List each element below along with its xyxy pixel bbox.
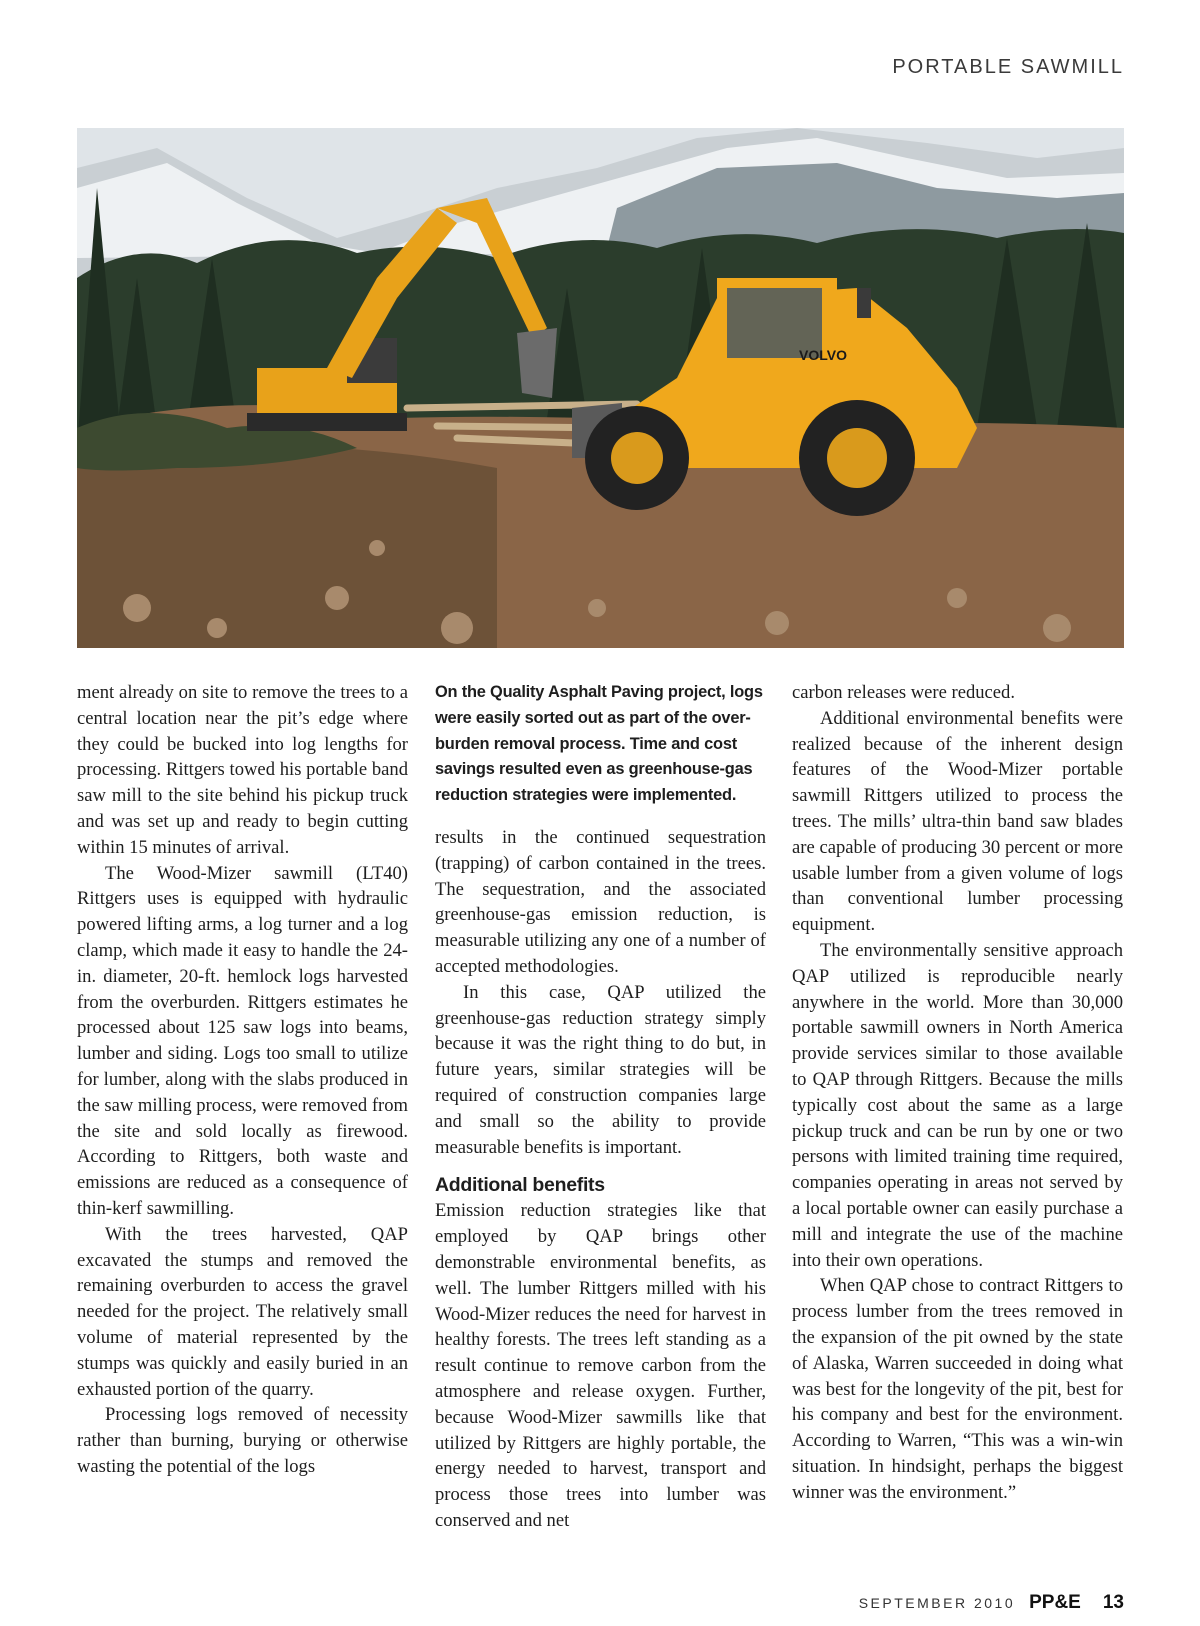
- body-paragraph: In this case, QAP utilized the greenhouse-gas reduction strategy simply because it was the right thing to do but, in future years, similar strategies will be required of construction companies large and small so the ability to provide measurable benefits is important.: [435, 981, 766, 1158]
- body-paragraph: Emission reduction strategies like that employed by QAP brings other demonstrable environmental benefits, as well. The lumber Rittgers milled with his Wood-Mizer reduces the need for harvest in healthy forests. The trees left standing as a result continue to remove carbon from the atmosphere and release oxygen. Further, because Wood-Mizer sawmills like that utilized by Rittgers are highly portable, the energy needed to harvest, transport and process those trees into lumber was conserved and net: [435, 1200, 766, 1531]
- issue-date: SEPTEMBER 2010: [858, 1595, 1016, 1611]
- magazine-logo: PP&E: [1029, 1592, 1081, 1613]
- body-paragraph: results in the continued sequestration (trapping) of carbon contained in the trees. The sequestration, and the associated greenhouse-gas emission reduction, is measurable utilizing any one of a number of accepted methodologies.: [435, 826, 766, 977]
- svg-text:VOLVO: VOLVO: [799, 347, 847, 363]
- column-2: [435, 680, 766, 1534]
- section-label: PORTABLE SAWMILL: [892, 56, 1124, 78]
- construction-photo: [77, 128, 1124, 648]
- body-paragraph: The environmentally sensitive approach QAP utilized is reproducible nearly anywhere in the world. More than 30,000 portable sawmill owners in North America provide services similar to those available to QAP through Rittgers. Because the mills typically cost about the same as a large pickup truck and can be run by one or two persons with limited training time required, companies operating in areas not served by a local portable owner can easily purchase a mill and integrate the use of the machine into their own operations.: [792, 939, 1123, 1271]
- body-paragraph: Processing logs removed of necessity rather than burning, burying or otherwise wasting the potential of the logs: [77, 1404, 408, 1477]
- subheading: Additional benefits: [435, 1174, 605, 1197]
- body-paragraph: With the trees harvested, QAP excavated the stumps and removed the remaining overburden to access the gravel needed for the project. The relatively small volume of material represented by the stumps was quickly and easily buried in an exhausted portion of the quarry.: [77, 1223, 408, 1400]
- page-number: 13: [1102, 1592, 1124, 1613]
- body-paragraph: carbon releases were reduced.: [792, 682, 1015, 703]
- column-1: [77, 680, 408, 1480]
- page-footer: [859, 1592, 1124, 1614]
- body-paragraph: Additional environmental benefits were realized because of the inherent design features of the Wood-Mizer portable sawmill Rittgers utilized to process the trees. The mills’ ultra-thin band saw blades are capable of producing 30 percent or more usable lumber from a given volume of logs than conventional lumber processing equipment.: [792, 707, 1123, 936]
- photo-caption: On the Quality Asphalt Paving project, logs were easily sorted out as part of the over-burden removal process. Time and cost savings resulted even as greenhouse-gas reduction strategies were implemented.: [435, 683, 763, 805]
- body-paragraph: The Wood-Mizer sawmill (LT40) Rittgers uses is equipped with hydraulic powered lifting arms, a log turner and a log clamp, which made it easy to handle the 24-in. diameter, 20-ft. hemlock logs harvested from the overburden. Rittgers estimates he processed about 125 saw logs into beams, lumber and siding. Logs too small to utilize for lumber, along with the slabs produced in the saw milling process, were removed from the site and sold locally as firewood. According to Rittgers, both waste and emissions are reduced as a consequence of thin-kerf sawmilling.: [77, 862, 408, 1219]
- body-paragraph: When QAP chose to contract Rittgers to process lumber from the trees removed in the expansion of the pit owned by the state of Alaska, Warren succeeded in doing what was best for the longevity of the pit, best for his company and best for the environment. According to Warren, “This was a win-win situation. In hindsight, perhaps the biggest winner was the environment.”: [792, 1275, 1123, 1503]
- body-paragraph: ment already on site to remove the trees to a central location near the pit’s edge where they could be bucked into log lengths for processing. Rittgers towed his portable band saw mill to the site behind his pickup truck and was set up and ready to begin cutting within 15 minutes of arrival.: [77, 682, 408, 858]
- column-3: [792, 680, 1123, 1506]
